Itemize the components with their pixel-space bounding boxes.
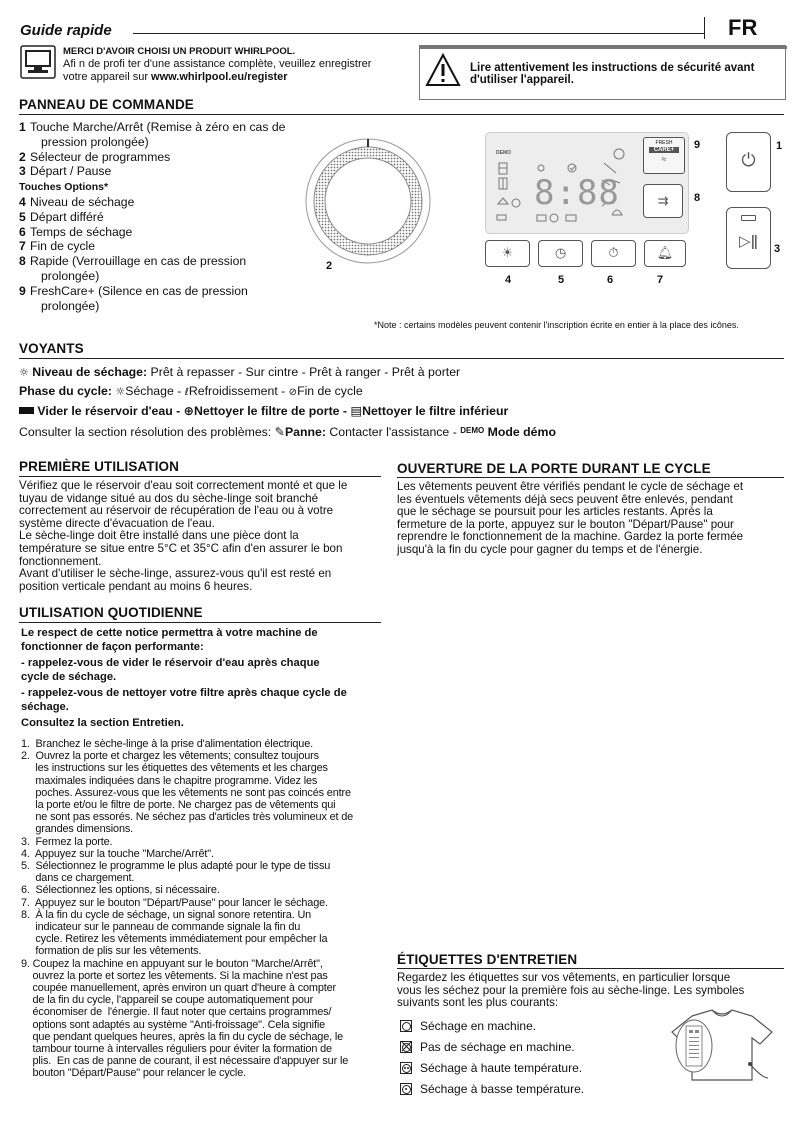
premiere-line: système directe d'évacuation de l'eau. (19, 516, 215, 530)
filter-icon: ⊕ (183, 404, 194, 418)
ouverture-line: les éventuels vêtements déjà secs peuvent être enlevés, pendant (397, 492, 733, 506)
demo-indicator: DEMO (496, 150, 511, 156)
step-line: 9. Coupez la machine en appuyant sur le bouton "Marche/Arrêt", (21, 957, 323, 970)
legend-number: 6 (19, 224, 26, 239)
sun-icon: ☼ (115, 385, 126, 398)
symbol-row: Séchage en machine. (400, 1019, 584, 1040)
premiere-line: température se situe entre 5°C et 35°C afin d'en assurer le bon (19, 541, 343, 555)
quotidienne-steps (21, 738, 353, 1080)
callout-5: 5 (558, 274, 565, 286)
premiere-line: fonctionnement. (19, 554, 102, 568)
legend-number: 3 (19, 164, 26, 179)
panel-legend-item (19, 164, 285, 179)
ouverture-line: reprendre le fonctionnement de la machine. Gardez la porte fermée (397, 530, 744, 544)
callout-9: 9 (694, 139, 701, 151)
legend-text: Touches Options* (19, 181, 109, 194)
care-label: CARE+ (649, 147, 679, 153)
header-rule-tick (704, 17, 705, 39)
callout-8: 8 (694, 192, 701, 204)
tumble-dry-icon (400, 1020, 412, 1032)
drying-level-button[interactable]: ☀ (485, 240, 530, 267)
ouverture-line: que le séchage se poursuit pour les articles restants. Après la (397, 505, 713, 519)
step-line: options sont adaptés au système "Anti-froissage". Cela signifie (21, 1018, 325, 1031)
panel-legend (19, 120, 285, 313)
step-line: la porte et/ou le filtre de porte. Ne chargez pas de vêtements qui (21, 799, 336, 812)
warning-icon (425, 53, 461, 92)
legend-text: prolongée) (41, 298, 100, 313)
check-circle-icon: ⊘ (288, 387, 298, 398)
step-line: 2. Ouvrez la porte et chargez les vêtements; consultez toujours (21, 750, 319, 763)
callout-4: 4 (505, 274, 512, 286)
step-line: de la fin du cycle, l'appareil se coupe automatiquement pour (21, 994, 314, 1007)
voyants-line-level: ☼ Niveau de séchage: Prêt à repasser - Sur cintre - Prêt à ranger - Prêt à porter (19, 365, 461, 379)
water-tank-icon (19, 407, 34, 414)
legend-text: Rapide (Verrouillage en cas de pression (30, 254, 247, 269)
ouverture-line: fermeture de la porte, appuyez sur le bouton "Départ/Pause" pour (397, 517, 734, 531)
intro-line: - rappelez-vous de nettoyer votre filtre après chaque cycle de (21, 687, 347, 699)
panel-legend-item (19, 239, 285, 254)
legend-text: Temps de séchage (30, 224, 133, 239)
high-temp-icon (400, 1062, 412, 1074)
intro-line: Le respect de cette notice permettra à votre machine de (21, 627, 318, 639)
legend-text: Fin de cycle (30, 239, 96, 254)
power-icon: ⏻ (741, 150, 756, 171)
demo-icon: DEMO (460, 426, 485, 435)
step-line: 6. Sélectionnez les options, si nécessaire. (21, 884, 220, 897)
panel-legend-item (19, 269, 285, 284)
panel-legend-item (19, 254, 285, 269)
step-line: 7. Appuyez sur le bouton "Départ/Pause" pour lancer le séchage. (21, 896, 328, 909)
end-cycle-button[interactable]: 🔔︎ (644, 240, 686, 267)
symbol-row: Séchage à haute température. (400, 1061, 584, 1082)
intro-line: Consultez la section Entretien. (21, 717, 184, 729)
panel-legend-item (19, 120, 285, 135)
step-line: maximales indiquées dans le chapitre programme. Videz les (21, 774, 318, 787)
ouverture-line: Les vêtements peuvent être vérifiés pendant le cycle de séchage et (397, 480, 744, 493)
step-line: bouton "Départ/Pause" pour relancer le cycle. (21, 1067, 246, 1080)
legend-number: 8 (19, 254, 26, 269)
legend-text: Départ / Pause (30, 164, 112, 179)
panel-legend-item (19, 284, 285, 299)
quotidienne-rule (19, 622, 381, 623)
play-pause-icon: ▷ǁ (739, 232, 758, 250)
symbol-row: Séchage à basse température. (400, 1082, 584, 1103)
tshirt-label-illustration (664, 1008, 782, 1089)
legend-number: 9 (19, 283, 26, 298)
premiere-line: position verticale pendant au moins 6 heures. (19, 579, 253, 593)
legend-number: 5 (19, 209, 26, 224)
premiere-line: Avant d'utiliser le sèche-linge, assurez-vous qu'il est resté en (19, 567, 332, 581)
thermometer-icon: ℓ (184, 387, 189, 398)
delay-start-button[interactable]: ◷ (538, 240, 583, 267)
premiere-rule (19, 476, 381, 477)
panel-note: *Note : certains modèles peuvent contenir l'inscription écrite en entier à la place des icônes. (374, 320, 739, 330)
intro-line: - rappelez-vous de vider le réservoir d'eau après chaque (21, 657, 320, 669)
premiere-line: tuyau de vidange situé au dos du sèche-linge soit branché (19, 491, 319, 505)
callout-7: 7 (657, 274, 664, 286)
fresh-label: FRESH (655, 140, 673, 146)
premiere-title: PREMIÈRE UTILISATION (19, 459, 180, 474)
step-line: formation de plis sur les vêtements. (21, 945, 202, 958)
voyants-line-phase: Phase du cycle: ☼Séchage - ℓRefroidissement - ⊘Fin de cycle (19, 384, 363, 398)
thanks-line2: votre appareil sur www.whirlpool.eu/register (63, 71, 288, 83)
legend-number: 2 (19, 149, 26, 164)
drying-time-button[interactable]: ⏱ (591, 240, 636, 267)
premiere-line: correctement au réservoir de récupération de l'eau ou à votre (19, 504, 334, 518)
symbol-row: Pas de séchage en machine. (400, 1040, 584, 1061)
step-line: plis. En cas de panne de courant, il est nécessaire d'appuyer sur le (21, 1055, 349, 1068)
guide-title: Guide rapide (20, 22, 112, 39)
step-line: cycle. Retirez les vêtements immédiatement pour empêcher la (21, 933, 328, 946)
panel-title: PANNEAU DE COMMANDE (19, 97, 194, 112)
step-line: que pendant quelques heures, après la fin du cycle de séchage, le (21, 1030, 344, 1043)
panel-legend-item (19, 150, 285, 165)
etiquettes-line: suivants sont les plus courants: (397, 996, 559, 1010)
legend-text: Sélecteur de programmes (30, 149, 171, 164)
step-line: 3. Fermez la porte. (21, 835, 113, 848)
step-line: dans ce chargement. (21, 872, 135, 885)
legend-number: 7 (19, 239, 26, 254)
legend-text: prolongée) (41, 268, 100, 283)
sun-icon: ☼ (19, 366, 29, 379)
computer-icon (20, 45, 56, 79)
freshcare-icon: ≈ (661, 154, 667, 164)
thanks-line1: Afi n de profi ter d'une assistance complète, veuillez enregistrer (63, 58, 372, 70)
callout-3: 3 (774, 243, 781, 255)
ouverture-rule (397, 477, 784, 478)
panel-legend-item (19, 299, 285, 314)
thanks-heading: MERCI D'AVOIR CHOISI UN PRODUIT WHIRLPOOL. (63, 46, 296, 57)
callout-6: 6 (607, 274, 614, 286)
etiquettes-title: ÉTIQUETTES D'ENTRETIEN (397, 952, 578, 967)
legend-text: pression prolongée) (41, 134, 149, 149)
step-line: ne sont pas essorés. Ne séchez pas d'articles très volumineux et de (21, 811, 354, 824)
digit-display: 8:88 (534, 173, 620, 213)
legend-text: FreshCare+ (Silence en cas de pression (30, 283, 248, 298)
step-line: grandes dimensions. (21, 823, 134, 836)
low-temp-icon (400, 1083, 412, 1095)
register-link[interactable]: www.whirlpool.eu/register (151, 71, 288, 83)
quotidienne-title: UTILISATION QUOTIDIENNE (19, 605, 203, 620)
voyants-rule (19, 358, 784, 359)
etiquettes-line: Regardez les étiquettes sur vos vêtements, en particulier lorsque (397, 971, 731, 984)
start-pause-button[interactable] (726, 207, 771, 269)
voyants-title: VOYANTS (19, 341, 84, 356)
step-line: 1. Branchez le sèche-linge à la prise d'alimentation électrique. (21, 738, 313, 750)
power-button[interactable] (726, 132, 771, 192)
premiere-text (19, 480, 347, 593)
step-line: 8. À la fin du cycle de séchage, un signal sonore retentira. Un (21, 908, 312, 921)
legend-text: Touche Marche/Arrêt (Remise à zéro en cas de (30, 120, 286, 134)
intro-line: cycle de séchage. (21, 670, 117, 683)
panel-rule (19, 114, 784, 115)
ouverture-text (397, 481, 743, 557)
legend-number: 1 (19, 120, 26, 134)
step-line: ouvrez la porte et sortez les vêtements. Si la machine n'est pas (21, 969, 328, 982)
panel-legend-item (19, 135, 285, 150)
callout-1: 1 (776, 140, 783, 152)
step-line: 4. Appuyez sur la touche "Marche/Arrêt". (21, 847, 214, 860)
legend-number: 4 (19, 194, 26, 209)
panel-legend-item (19, 225, 285, 240)
voyants-line-fault: Consulter la section résolution des problèmes: ✎Panne: Contacter l'assistance - $^{DEMO}$ Mode démo (19, 425, 556, 439)
rapid-button[interactable]: ⇉ (643, 184, 683, 218)
step-line: économiser de l'énergie. Il faut noter que certains programmes/ (21, 1006, 332, 1019)
freshcare-button[interactable] (643, 137, 685, 174)
lower-filter-icon: ▤ (350, 404, 363, 418)
ouverture-line: jusqu'à la fin du cycle pour gagner du temps et de l'énergie. (397, 542, 703, 556)
ouverture-title: OUVERTURE DE LA PORTE DURANT LE CYCLE (397, 461, 711, 476)
intro-line: séchage. (21, 700, 69, 713)
panel-legend-item (19, 179, 285, 195)
step-line: indicateur sur le panneau de commande signale la fin du (21, 921, 301, 934)
step-line: les instructions sur les étiquettes des vêtements et les charges (21, 762, 328, 775)
warning-line1: Lire attentivement les instructions de sécurité avant (470, 62, 755, 74)
step-line: 5. Sélectionnez le programme le plus adapté pour le type de tissu (21, 860, 331, 873)
lang-label: FR (728, 15, 758, 40)
panel-legend-item (19, 195, 285, 210)
premiere-line: Le sèche-linge doit être installé dans une pièce dont la (19, 529, 299, 543)
etiquettes-rule (397, 968, 784, 969)
step-line: tambour tourne à intervalles réguliers pour éviter la formation de (21, 1043, 332, 1056)
warning-line2: d'utiliser l'appareil. (470, 74, 574, 86)
quotidienne-intro (21, 627, 347, 731)
voyants-line-maint: Vider le réservoir d'eau - ⊕Nettoyer le filtre de porte - ▤Nettoyer le filtre inférieur (19, 402, 556, 421)
legend-text: Départ différé (30, 209, 104, 224)
program-dial[interactable] (303, 136, 433, 266)
etiquettes-line: vous les séchez pour la première fois au sèche-linge. Les symboles (397, 983, 745, 997)
panel-legend-item (19, 210, 285, 225)
legend-text: Niveau de séchage (30, 194, 135, 209)
no-tumble-dry-icon (400, 1041, 412, 1053)
callout-2: 2 (326, 260, 333, 272)
header-rule (133, 33, 705, 34)
etiquettes-text (397, 972, 744, 1010)
step-line: coupée manuellement, après environ un quart d'heure à compter (21, 982, 337, 995)
intro-line: fonctionner de façon performante: (21, 640, 204, 653)
premiere-line: Vérifiez que le réservoir d'eau soit correctement monté et que le (19, 479, 348, 492)
step-line: poches. Assurez-vous que les vêtements ne sont pas coincés entre (21, 786, 351, 799)
wrench-icon: ✎ (274, 425, 285, 439)
warning-box (419, 45, 786, 100)
